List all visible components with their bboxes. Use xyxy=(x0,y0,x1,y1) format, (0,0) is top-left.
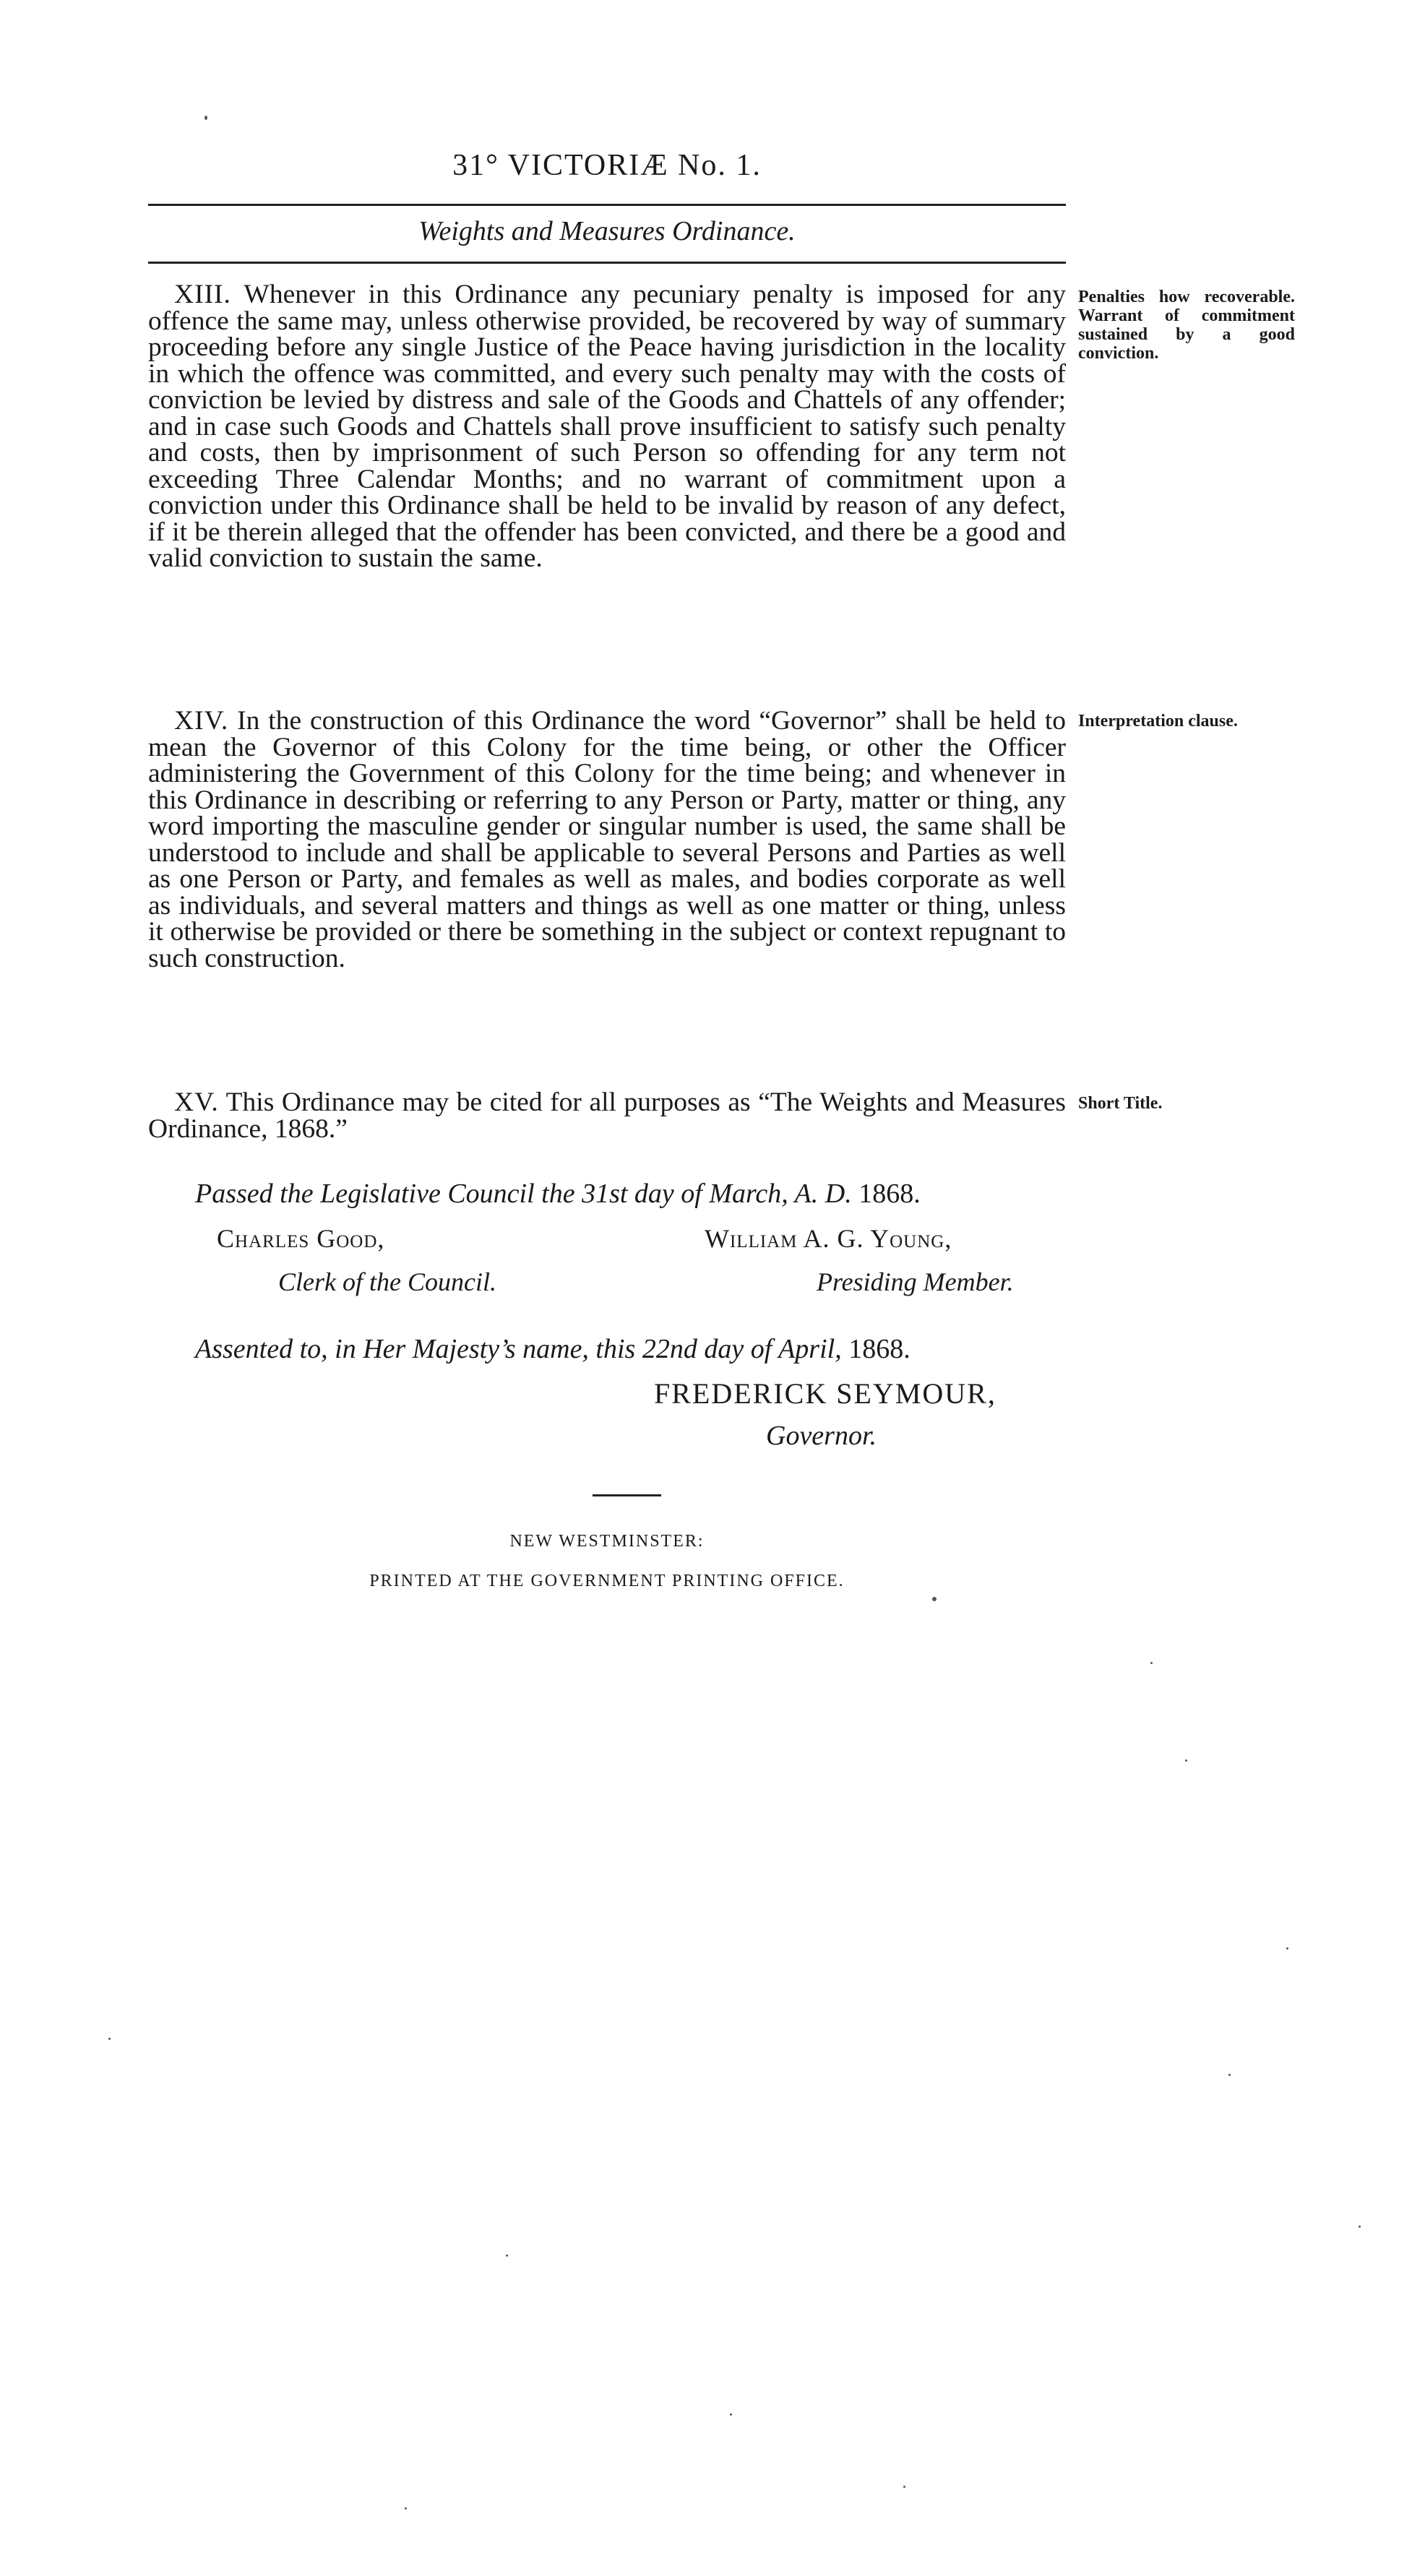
section-xiii xyxy=(148,282,1066,572)
ordinance-subtitle: Weights and Measures Ordinance. xyxy=(418,216,796,246)
margin-note-penalties: Penalties how recoverable. Warrant of commitment sustained by a good conviction. xyxy=(1078,288,1295,363)
scan-speck xyxy=(1359,2226,1361,2228)
scan-speck xyxy=(903,2486,905,2488)
section-xiv xyxy=(148,708,1066,972)
scan-speck xyxy=(506,2254,508,2257)
section-number: XV. xyxy=(174,1087,219,1117)
section-number: XIII. xyxy=(174,280,231,309)
section-number: XIV. xyxy=(174,706,229,736)
assent-statement xyxy=(195,1333,910,1365)
margin-note-interpretation: Interpretation clause. xyxy=(1078,712,1238,731)
scan-speck xyxy=(1150,1662,1153,1664)
imprint-place: NEW WESTMINSTER: xyxy=(509,1532,705,1551)
presiding-member-title: Presiding Member. xyxy=(817,1267,1014,1296)
running-title: 31° VICTORIÆ No. 1. xyxy=(452,149,762,182)
scan-speck xyxy=(1228,2074,1231,2076)
scan-speck xyxy=(205,116,207,120)
scan-speck xyxy=(405,2507,407,2510)
scan-speck xyxy=(1185,1759,1187,1762)
section-paragraph xyxy=(148,708,1066,972)
scan-speck xyxy=(932,1597,937,1601)
scan-speck xyxy=(108,2038,111,2040)
assent-text: Assented to, in Her Majesty’s name, this 22nd day of April, xyxy=(195,1334,842,1364)
header-rule-bottom xyxy=(148,262,1066,264)
scan-speck xyxy=(730,2413,732,2416)
imprint-printer: PRINTED AT THE GOVERNMENT PRINTING OFFICE. xyxy=(369,1572,845,1590)
header-rule-top xyxy=(148,204,1066,206)
assent-year: 1868. xyxy=(848,1334,910,1364)
section-paragraph xyxy=(148,1087,1066,1144)
closing-rule xyxy=(593,1494,661,1496)
section-xv xyxy=(148,1087,1066,1144)
margin-note-short-title: Short Title. xyxy=(1078,1094,1163,1113)
presiding-member-name: William A. G. Young, xyxy=(705,1224,952,1253)
clerk-title: Clerk of the Council. xyxy=(278,1267,496,1296)
section-text: This Ordinance may be cited for all purposes as “The Weights and Measures Ordinance, 1868.” xyxy=(148,1087,1066,1144)
governor-title: Governor. xyxy=(766,1421,877,1451)
section-text: In the construction of this Ordinance the word “Governor” shall be held to mean the Governor of this Colony for the time being, or other the Officer administering the Government of this Colony for the time being; and whenever in this Ordinance in describing or referring to any Person or Party, matter or thing, any word importing the masculine gender or singular number is used, the same shall be understood to include and shall be applicable to several Persons and Parties as well as one Person or Party, and females as well as males, and bodies corporate as well as individuals, and several matters and things as well as one matter or thing, unless it otherwise be provided or there be something in the subject or context repugnant to such construction. xyxy=(148,706,1066,973)
section-text: Whenever in this Ordinance any pecuniary penalty is imposed for any offence the same may, unless otherwise provided, be recovered by way of summary proceeding before any single Justice of the Peace having jurisdiction in the locality in which the offence was committed, and every such penalty may with the costs of conviction be levied by distress and sale of the Goods and Chattels of any offender; and in case such Goods and Chattels shall prove insufficient to satisfy such penalty and costs, then by imprisonment of such Person so offending for any term not exceeding Three Calendar Months; and no warrant of commitment upon a conviction under this Ordinance shall be held to be invalid by reason of any defect, if it be therein alleged that the offender has been convicted, and there be a good and valid conviction to sustain the same. xyxy=(148,280,1067,573)
passed-statement xyxy=(195,1178,921,1210)
section-paragraph xyxy=(148,282,1066,572)
passed-year: 1868. xyxy=(858,1179,921,1209)
clerk-name: Charles Good, xyxy=(217,1224,385,1253)
scan-speck xyxy=(1286,1947,1288,1950)
passed-text: Passed the Legislative Council the 31st day of March, A. D. xyxy=(195,1179,852,1209)
governor-name: FREDERICK SEYMOUR, xyxy=(654,1377,996,1410)
